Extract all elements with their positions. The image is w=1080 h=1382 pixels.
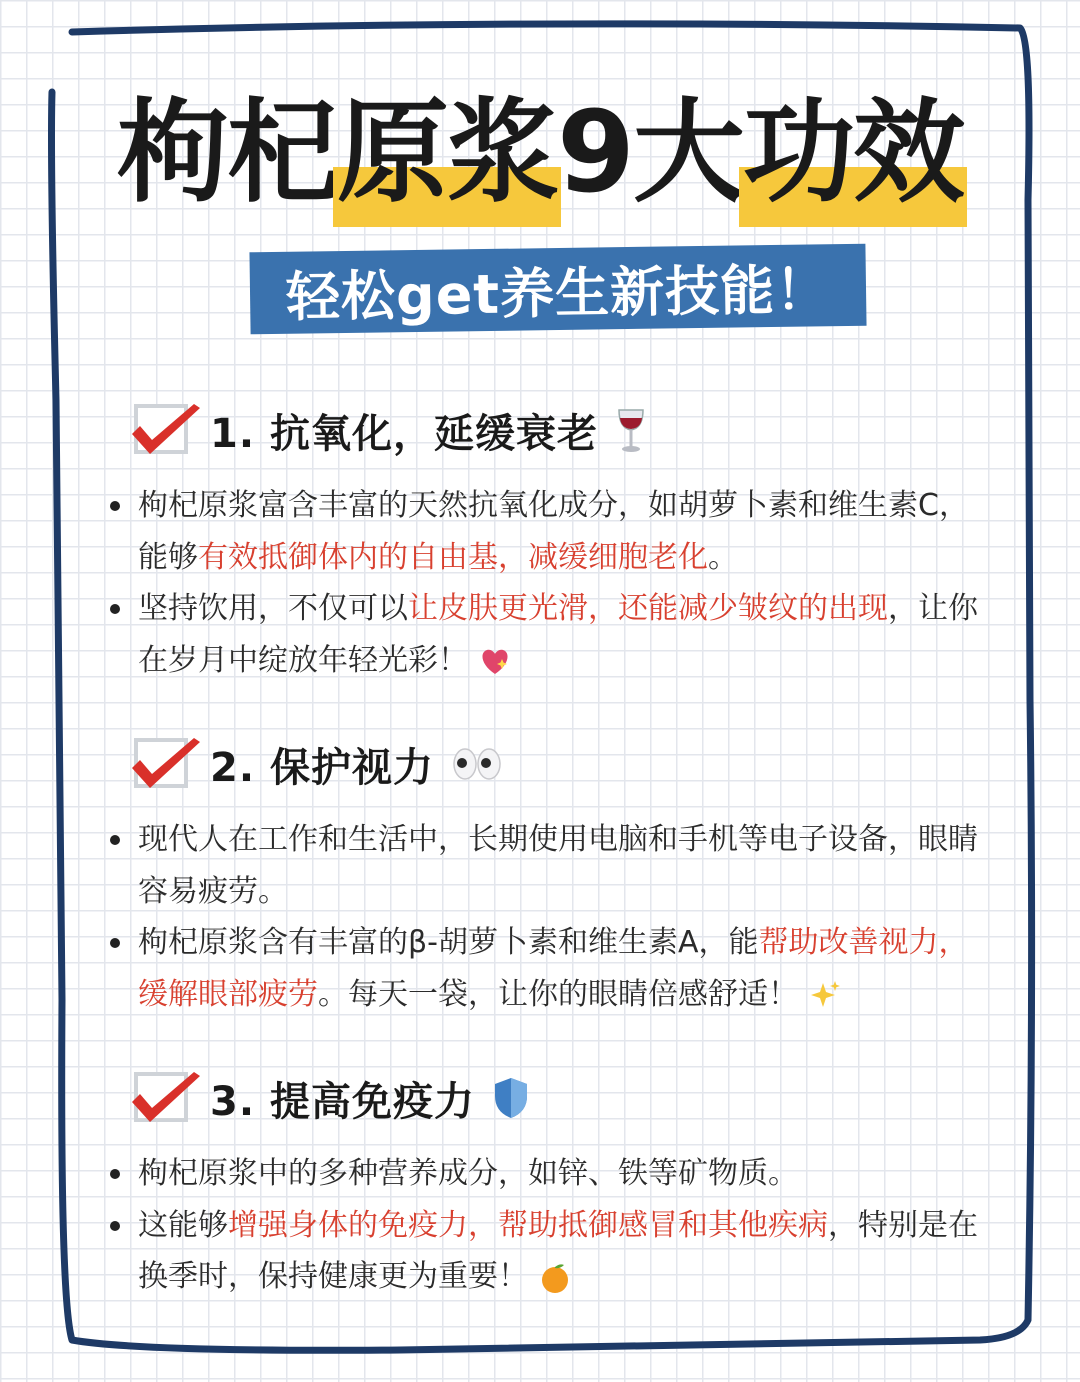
list-item: 枸杞原浆含有丰富的β-胡萝卜素和维生素A，能帮助改善视力，缓解眼部疲劳。每天一袋，让你的眼睛倍感舒适！ xyxy=(108,917,988,1020)
section-2-bullets xyxy=(108,814,988,1020)
title-part-4: 大 xyxy=(632,88,743,218)
section-1-header xyxy=(128,398,646,462)
subtitle-text: 轻松get养生新技能！ xyxy=(285,257,831,329)
section-2-header xyxy=(128,732,502,796)
title-part-5-highlighted: 功效 xyxy=(742,88,963,218)
title-part-2-highlighted: 原浆 xyxy=(337,88,558,218)
section-3-bullets xyxy=(108,1148,988,1303)
orange-icon xyxy=(538,1261,572,1295)
checkbox-checked-icon xyxy=(128,1066,204,1130)
sparkles-icon xyxy=(808,979,842,1011)
title-part-1: 枸杞 xyxy=(117,88,338,218)
shield-icon xyxy=(493,1076,529,1120)
checkbox-checked-icon xyxy=(128,398,204,462)
sparkling-heart-icon xyxy=(478,646,512,676)
page-title xyxy=(0,78,1080,228)
eyes-icon xyxy=(452,746,502,782)
wine-glass-icon xyxy=(616,406,646,454)
section-3-heading: 3. 提高免疫力 xyxy=(210,1078,475,1125)
list-item: 枸杞原浆富含丰富的天然抗氧化成分，如胡萝卜素和维生素C，能够有效抵御体内的自由基，减缓细胞老化。 xyxy=(108,480,988,583)
list-item: 这能够增强身体的免疫力，帮助抵御感冒和其他疾病，特别是在换季时，保持健康更为重要！ xyxy=(108,1200,988,1303)
section-2-heading: 2. 保护视力 xyxy=(210,744,434,791)
list-item: 现代人在工作和生活中，长期使用电脑和手机等电子设备，眼睛容易疲劳。 xyxy=(108,814,988,917)
section-1-bullets xyxy=(108,480,988,686)
checkbox-checked-icon xyxy=(128,732,204,796)
section-3-header xyxy=(128,1066,529,1130)
list-item: 枸杞原浆中的多种营养成分，如锌、铁等矿物质。 xyxy=(108,1148,988,1200)
subtitle-banner xyxy=(249,244,866,335)
section-1-heading: 1. 抗氧化，延缓衰老 xyxy=(210,410,598,457)
title-part-3: 9 xyxy=(557,88,633,218)
list-item: 坚持饮用，不仅可以让皮肤更光滑，还能减少皱纹的出现，让你在岁月中绽放年轻光彩！ xyxy=(108,583,988,686)
